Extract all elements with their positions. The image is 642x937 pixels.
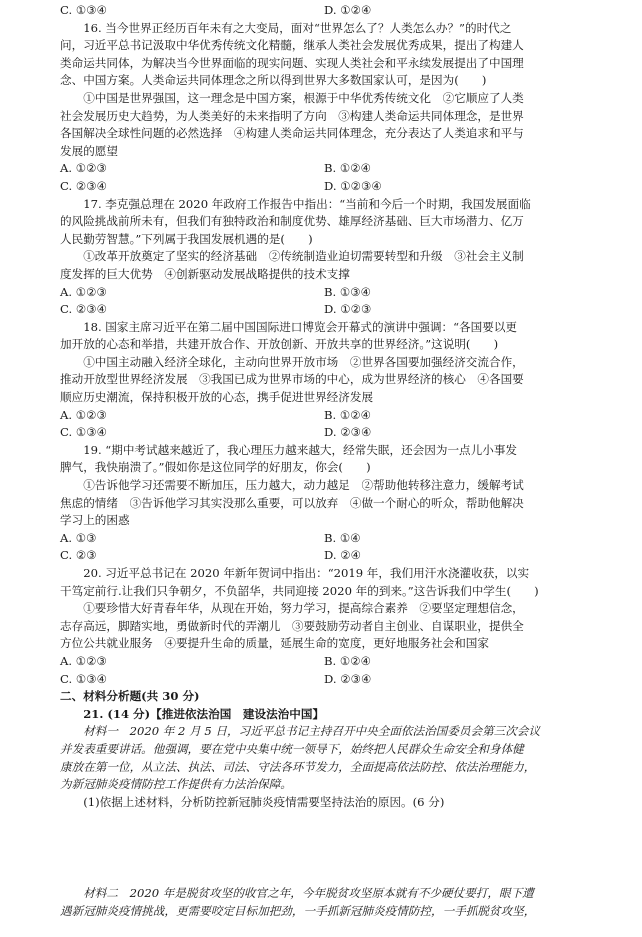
q16-item-line: 社会发展历史大趋势，为人类美好的未来指明了方向 ③构建人类命运共同体理念，是世界 — [60, 108, 524, 123]
q17-option-d: D. ①②③ — [324, 302, 372, 317]
q19-option-d: D. ②④ — [324, 548, 362, 563]
question-21 — [60, 706, 596, 921]
q17-item-line: 度发挥的巨大优势 ④创新驱动发展战略提供的技术支撑 — [60, 266, 350, 281]
q18-item-line: 顺应历史潮流，保持积极开放的心态，携手促进世界经济发展 — [60, 390, 374, 405]
q19-option-b: B. ①④ — [324, 530, 361, 545]
q18-option-d: D. ②③④ — [324, 425, 372, 440]
q20-option-d: D. ②③④ — [324, 671, 372, 686]
q17-stem-line: 人民勤劳智慧。”下列属于我国发展机遇的是( ) — [60, 231, 313, 246]
q19-stem-line: 脾气，我快崩溃了。”假如你是这位同学的好朋友，你会( ) — [60, 460, 371, 475]
q16-option-c: C. ②③④ — [60, 178, 108, 193]
q19-options-row — [60, 547, 596, 565]
q20-option-b: B. ①②④ — [324, 653, 372, 668]
q20-options-row — [60, 671, 596, 689]
q18-options-row — [60, 424, 596, 442]
question-16 — [60, 20, 596, 196]
q20-options-row — [60, 653, 596, 671]
q20-item-line: ①要珍惜大好青春年华，从现在开始，努力学习，提高综合素养 ②要坚定理想信念， — [83, 601, 524, 616]
q16-item-line: 发展的愿望 — [60, 143, 118, 158]
q21-material2-line: 材料二 2020 年是脱贫攻坚的收官之年，今年脱贫攻坚原本就有不少硬仗要打，眼下遭 — [83, 886, 534, 901]
q20-option-a: A. ①②③ — [60, 653, 107, 668]
q16-stem-line: 类命运共同体，为解决当今世界面临的现实问题、实现人类社会和平永续发展提出了中国理 — [60, 55, 524, 70]
q19-option-c: C. ②③ — [60, 548, 97, 563]
q18-option-c: C. ①③④ — [60, 425, 108, 440]
q21-material2-line: 遇新冠肺炎疫情挑战，更需要咬定目标加把劲，一手抓新冠肺炎疫情防控，一手抓脱贫攻坚， — [60, 903, 536, 918]
question-20 — [60, 565, 596, 688]
q16-option-b: B. ①②④ — [324, 161, 372, 176]
q17-option-c: C. ②③④ — [60, 302, 108, 317]
q16-stem-line: 16. 当今世界正经历百年未有之大变局，面对“世界怎么了？人类怎么办？”的时代之 — [83, 20, 512, 35]
section-heading: 二、材料分析题(共 30 分) — [60, 689, 200, 704]
q19-item-line: ①告诉他学习还需要不断加压，压力越大，动力越足 ②帮助他转移注意力，缓解考试 — [83, 478, 524, 493]
q18-item-line: 推动开放型世界经济发展 ③我国已成为世界市场的中心，成为世界经济的核心 ④各国要 — [60, 372, 524, 387]
q16-options-row — [60, 178, 596, 196]
question-19 — [60, 442, 596, 565]
q20-stem-line: 20. 习近平总书记在 2020 年新年贺词中指出：“2019 年，我们用汗水浇灌收获，以实 — [83, 566, 530, 580]
q16-option-a: A. ①②③ — [60, 161, 107, 176]
q15-options-row — [60, 2, 596, 20]
q21-material1-line: 康放在第一位，从立法、执法、司法、守法各环节发力，全面提高依法防控、依法治理能力， — [60, 759, 536, 774]
q20-item-line: 志存高远，脚踏实地，勇做新时代的弄潮儿 ③要鼓励劳动者自主创业、自谋职业，提供全 — [60, 618, 524, 633]
q19-item-line: 焦虑的情绪 ③告诉他学习其实没那么重要，可以放弃 ④做一个耐心的听众，帮助他解决 — [60, 495, 524, 510]
q21-material1-line: 材料一 2020 年 2 月 5 日，习近平总书记主持召开中央全面依法治国委员会第三次会议 — [83, 724, 541, 739]
q21-material1-line: 为新冠肺炎疫情防控工作提供有力法治保障。 — [60, 777, 292, 792]
q16-item-line: 各国解决全球性问题的必然选择 ④构建人类命运共同体理念，充分表达了人类追求和平与 — [60, 126, 524, 141]
q15-option-c: C. ①③④ — [60, 3, 108, 17]
answer-space — [60, 811, 596, 885]
q17-option-b: B. ①③④ — [324, 284, 372, 299]
q19-item-line: 学习上的困惑 — [60, 513, 130, 528]
q17-item-line: ①改革开放奠定了坚实的经济基础 ②传统制造业迫切需要转型和升级 ③社会主义制 — [83, 249, 524, 264]
q21-title: 21. (14 分)【推进依法治国 建设法治中国】 — [83, 706, 325, 721]
q17-option-a: A. ①②③ — [60, 284, 107, 299]
q21-subquestion-1: (1)依据上述材料，分析防控新冠肺炎疫情需要坚持法治的原因。(6 分) — [83, 794, 445, 809]
q16-stem-line: 问，习近平总书记汲取中华优秀传统文化精髓，继承人类社会发展优秀成果，提出了构建人 — [60, 38, 524, 53]
q16-option-d: D. ①②③④ — [324, 178, 382, 193]
q19-option-a: A. ①③ — [60, 530, 97, 545]
q18-option-b: B. ①②④ — [324, 407, 372, 422]
q19-options-row — [60, 530, 596, 548]
q15-option-d: D. ①②④ — [324, 3, 372, 17]
q18-stem-line: 18. 国家主席习近平在第二届中国国际进口博览会开幕式的演讲中强调：“各国要以更 — [83, 319, 518, 334]
question-18 — [60, 319, 596, 442]
q20-option-c: C. ①③④ — [60, 671, 108, 686]
q20-stem-line: 干笃定前行.让我们只争朝夕，不负韶华，共同迎接 2020 年的到来。”这告诉我们中学生( ) — [60, 583, 539, 598]
q18-option-a: A. ①②③ — [60, 407, 107, 422]
question-17 — [60, 196, 596, 319]
q20-item-line: 方位公共就业服务 ④要提升生命的质量，延展生命的宽度，更好地服务社会和国家 — [60, 636, 489, 651]
q17-stem-line: 17. 李克强总理在 2020 年政府工作报告中指出：“当前和今后一个时期，我国发展面临 — [83, 196, 531, 211]
q18-options-row — [60, 407, 596, 425]
q21-material1-line: 并发表重要讲话。他强调，要在党中央集中统一领导下，始终把人民群众生命安全和身体健 — [60, 741, 524, 756]
q18-stem-line: 加开放的心态和举措，共建开放合作、开放创新、开放共享的世界经济。”这说明( ) — [60, 337, 499, 352]
q16-item-line: ①中国是世界强国，这一理念是中国方案，根源于中华优秀传统文化 ②它顺应了人类 — [83, 90, 524, 105]
q16-options-row — [60, 160, 596, 178]
q17-options-row — [60, 284, 596, 302]
q18-item-line: ①中国主动融入经济全球化，主动向世界开放市场 ②世界各国要加强经济交流合作， — [83, 354, 524, 369]
q16-stem-line: 念、中国方案。人类命运共同体理念之所以得到世界大多数国家认可，是因为( ) — [60, 73, 487, 88]
q19-stem-line: 19. “期中考试越来越近了，我心理压力越来越大，经常失眠，还会因为一点儿小事发 — [83, 442, 518, 457]
q17-stem-line: 的风险挑战前所未有，但我们有独特政治和制度优势、雄厚经济基础、巨大市场潜力、亿万 — [60, 214, 524, 229]
q17-options-row — [60, 301, 596, 319]
